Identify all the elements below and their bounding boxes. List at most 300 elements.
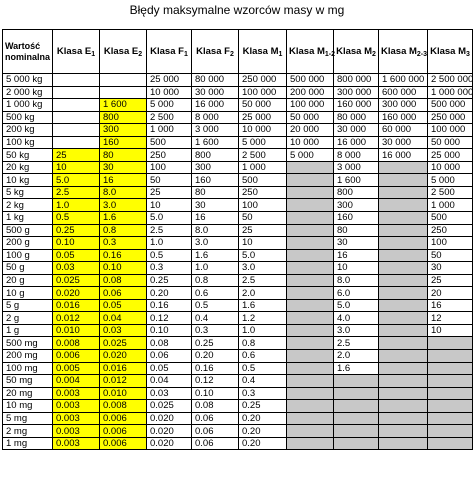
table-row xyxy=(3,111,473,124)
cell-class-f2: 8 000 xyxy=(192,111,239,124)
cell-class-f2: 16 xyxy=(192,212,239,225)
cell-class-m3: 25 000 xyxy=(428,149,473,162)
cell-class-e2: 3.0 xyxy=(100,199,147,212)
table-row xyxy=(3,400,473,413)
cell-class-e1: 0.003 xyxy=(53,400,100,413)
table-row xyxy=(3,249,473,262)
cell-class-m1: 100 000 xyxy=(239,86,287,99)
cell-class-m1: 5 000 xyxy=(239,136,287,149)
cell-nominal: 500 g xyxy=(3,224,53,237)
cell-class-m2-3: 160 000 xyxy=(379,111,428,124)
cell-class-e2: 300 xyxy=(100,124,147,137)
table-row xyxy=(3,186,473,199)
cell-class-m2: 300 000 xyxy=(334,86,379,99)
cell-class-m1: 1.0 xyxy=(239,324,287,337)
cell-nominal: 50 g xyxy=(3,262,53,275)
cell-class-e1: 0.10 xyxy=(53,237,100,250)
cell-class-m1-2 xyxy=(287,350,334,363)
cell-class-e1: 0.010 xyxy=(53,324,100,337)
cell-nominal: 500 kg xyxy=(3,111,53,124)
cell-class-m2-3 xyxy=(379,387,428,400)
cell-class-e2: 0.06 xyxy=(100,287,147,300)
cell-class-m2: 300 xyxy=(334,199,379,212)
cell-class-m1-2 xyxy=(287,387,334,400)
cell-class-f2: 0.12 xyxy=(192,375,239,388)
cell-class-m2: 80 000 xyxy=(334,111,379,124)
cell-class-m3 xyxy=(428,425,473,438)
cell-class-m1: 50 xyxy=(239,212,287,225)
cell-class-m3: 30 xyxy=(428,262,473,275)
cell-class-f1: 0.06 xyxy=(147,350,192,363)
cell-class-f2: 1.0 xyxy=(192,262,239,275)
cell-class-m2-3 xyxy=(379,375,428,388)
cell-class-m2-3 xyxy=(379,362,428,375)
cell-class-e1: 0.006 xyxy=(53,350,100,363)
cell-class-e2: 160 xyxy=(100,136,147,149)
cell-class-m3: 100 xyxy=(428,237,473,250)
cell-nominal: 2 mg xyxy=(3,425,53,438)
header-class-e2: Klasa $E_2$ xyxy=(100,30,147,74)
cell-class-m1-2 xyxy=(287,375,334,388)
cell-class-m1-2 xyxy=(287,324,334,337)
table-row xyxy=(3,337,473,350)
cell-class-e1: 0.03 xyxy=(53,262,100,275)
cell-class-m2-3 xyxy=(379,224,428,237)
cell-class-m3: 2 500 000 xyxy=(428,74,473,87)
cell-class-e2: 0.04 xyxy=(100,312,147,325)
cell-class-f2: 0.20 xyxy=(192,350,239,363)
cell-class-f1: 0.08 xyxy=(147,337,192,350)
table-row xyxy=(3,136,473,149)
cell-nominal: 5 g xyxy=(3,299,53,312)
cell-class-m1: 2.0 xyxy=(239,287,287,300)
cell-class-m2-3: 30 000 xyxy=(379,136,428,149)
cell-class-m1: 0.20 xyxy=(239,425,287,438)
cell-class-m1: 2 500 xyxy=(239,149,287,162)
cell-class-m1-2 xyxy=(287,262,334,275)
header-nominal xyxy=(3,30,53,74)
cell-class-m2-3 xyxy=(379,249,428,262)
cell-class-e1: 10 xyxy=(53,161,100,174)
cell-class-m1-2: 20 000 xyxy=(287,124,334,137)
cell-class-m2: 10 xyxy=(334,262,379,275)
cell-class-m2-3 xyxy=(379,287,428,300)
cell-class-f1: 100 xyxy=(147,161,192,174)
cell-class-m2: 160 000 xyxy=(334,99,379,112)
cell-class-m1-2 xyxy=(287,161,334,174)
cell-class-m1-2: 5 000 xyxy=(287,149,334,162)
cell-class-e2: 0.008 xyxy=(100,400,147,413)
cell-nominal: 2 g xyxy=(3,312,53,325)
cell-class-e2: 0.010 xyxy=(100,387,147,400)
cell-class-f1: 0.020 xyxy=(147,425,192,438)
cell-class-e1: 0.012 xyxy=(53,312,100,325)
cell-nominal: 5 000 kg xyxy=(3,74,53,87)
cell-class-f1: 5.0 xyxy=(147,212,192,225)
cell-class-m1: 50 000 xyxy=(239,99,287,112)
cell-class-f1: 0.025 xyxy=(147,400,192,413)
cell-class-f1: 10 xyxy=(147,199,192,212)
cell-class-m3: 250 xyxy=(428,224,473,237)
cell-class-f2: 0.6 xyxy=(192,287,239,300)
cell-class-e2: 0.012 xyxy=(100,375,147,388)
cell-class-e2 xyxy=(100,86,147,99)
cell-class-m3: 500 xyxy=(428,212,473,225)
cell-class-m1: 5.0 xyxy=(239,249,287,262)
cell-class-m1-2 xyxy=(287,212,334,225)
cell-class-f1: 1.0 xyxy=(147,237,192,250)
cell-nominal: 50 mg xyxy=(3,375,53,388)
cell-class-m1: 10 000 xyxy=(239,124,287,137)
cell-class-e1: 5.0 xyxy=(53,174,100,187)
cell-class-f2: 30 000 xyxy=(192,86,239,99)
cell-class-f2: 1.6 xyxy=(192,249,239,262)
cell-class-f2: 3.0 xyxy=(192,237,239,250)
cell-class-m3: 2 500 xyxy=(428,186,473,199)
cell-class-m1: 2.5 xyxy=(239,274,287,287)
cell-class-m1-2: 50 000 xyxy=(287,111,334,124)
cell-nominal: 10 kg xyxy=(3,174,53,187)
cell-nominal: 20 kg xyxy=(3,161,53,174)
cell-nominal: 1 000 kg xyxy=(3,99,53,112)
cell-class-m1: 1 000 xyxy=(239,161,287,174)
cell-class-e2 xyxy=(100,74,147,87)
cell-class-m3 xyxy=(428,387,473,400)
cell-class-e2: 0.025 xyxy=(100,337,147,350)
cell-class-m1: 500 xyxy=(239,174,287,187)
table-row xyxy=(3,387,473,400)
table-row xyxy=(3,324,473,337)
cell-class-m2: 5.0 xyxy=(334,299,379,312)
cell-class-e1 xyxy=(53,74,100,87)
cell-class-e2: 0.08 xyxy=(100,274,147,287)
cell-class-e1: 0.25 xyxy=(53,224,100,237)
cell-class-f1: 2 500 xyxy=(147,111,192,124)
cell-class-f2: 0.06 xyxy=(192,425,239,438)
table-row xyxy=(3,274,473,287)
cell-class-f2: 300 xyxy=(192,161,239,174)
cell-class-f1: 0.10 xyxy=(147,324,192,337)
cell-nominal: 20 g xyxy=(3,274,53,287)
cell-class-m2: 8.0 xyxy=(334,274,379,287)
cell-nominal: 100 kg xyxy=(3,136,53,149)
cell-class-e1: 0.025 xyxy=(53,274,100,287)
table-row xyxy=(3,174,473,187)
cell-class-m3: 10 000 xyxy=(428,161,473,174)
cell-class-f1: 2.5 xyxy=(147,224,192,237)
cell-class-m1: 0.8 xyxy=(239,337,287,350)
cell-class-e1 xyxy=(53,86,100,99)
cell-class-e1: 0.020 xyxy=(53,287,100,300)
cell-nominal: 5 kg xyxy=(3,186,53,199)
cell-class-e1: 1.0 xyxy=(53,199,100,212)
cell-class-m3: 50 000 xyxy=(428,136,473,149)
header-class-f2: Klasa $F_2$ xyxy=(192,30,239,74)
cell-class-m1-2 xyxy=(287,312,334,325)
cell-class-m1-2: 200 000 xyxy=(287,86,334,99)
table-row xyxy=(3,299,473,312)
cell-class-f1: 10 000 xyxy=(147,86,192,99)
cell-class-e1: 0.003 xyxy=(53,387,100,400)
cell-class-f1: 0.05 xyxy=(147,362,192,375)
cell-class-f2: 0.25 xyxy=(192,337,239,350)
cell-class-m2-3 xyxy=(379,262,428,275)
table-row xyxy=(3,99,473,112)
cell-class-m2: 160 xyxy=(334,212,379,225)
cell-class-f2: 0.10 xyxy=(192,387,239,400)
cell-class-e2: 8.0 xyxy=(100,186,147,199)
cell-class-m1: 25 000 xyxy=(239,111,287,124)
cell-nominal: 50 kg xyxy=(3,149,53,162)
cell-class-m2: 6.0 xyxy=(334,287,379,300)
cell-class-m3: 10 xyxy=(428,324,473,337)
header-class-m1-2: Klasa $M_{1-2}$ xyxy=(287,30,334,74)
cell-class-m2-3 xyxy=(379,299,428,312)
cell-class-m1-2 xyxy=(287,412,334,425)
mpe-table xyxy=(2,29,473,450)
table-row xyxy=(3,224,473,237)
cell-class-e2: 0.10 xyxy=(100,262,147,275)
table-row xyxy=(3,375,473,388)
cell-class-m1-2 xyxy=(287,237,334,250)
cell-class-e1: 2.5 xyxy=(53,186,100,199)
cell-class-m1: 0.6 xyxy=(239,350,287,363)
cell-class-e1: 0.003 xyxy=(53,412,100,425)
cell-class-m1: 250 000 xyxy=(239,74,287,87)
table-body xyxy=(3,74,473,450)
cell-class-m2-3 xyxy=(379,350,428,363)
cell-class-m3 xyxy=(428,412,473,425)
cell-class-m2-3: 300 000 xyxy=(379,99,428,112)
table-row xyxy=(3,362,473,375)
cell-class-f1: 0.3 xyxy=(147,262,192,275)
cell-class-e1: 0.5 xyxy=(53,212,100,225)
header-nominal-line1: Wartość xyxy=(5,40,41,51)
cell-class-m2-3 xyxy=(379,199,428,212)
cell-class-m2-3: 60 000 xyxy=(379,124,428,137)
cell-class-m3: 100 000 xyxy=(428,124,473,137)
table-row xyxy=(3,287,473,300)
cell-class-m2-3 xyxy=(379,274,428,287)
cell-class-e2: 1 600 xyxy=(100,99,147,112)
cell-class-f1: 0.020 xyxy=(147,437,192,450)
cell-class-m2 xyxy=(334,375,379,388)
cell-class-m3: 12 xyxy=(428,312,473,325)
cell-nominal: 1 g xyxy=(3,324,53,337)
cell-class-m1-2: 10 000 xyxy=(287,136,334,149)
cell-nominal: 200 kg xyxy=(3,124,53,137)
cell-class-f2: 16 000 xyxy=(192,99,239,112)
cell-class-m1-2 xyxy=(287,186,334,199)
cell-nominal: 500 mg xyxy=(3,337,53,350)
cell-class-f2: 160 xyxy=(192,174,239,187)
cell-class-m3 xyxy=(428,400,473,413)
cell-nominal: 10 mg xyxy=(3,400,53,413)
cell-class-f1: 500 xyxy=(147,136,192,149)
cell-class-m3: 500 000 xyxy=(428,99,473,112)
cell-class-m2: 8 000 xyxy=(334,149,379,162)
cell-class-f2: 0.8 xyxy=(192,274,239,287)
table-row xyxy=(3,437,473,450)
cell-class-m2-3 xyxy=(379,324,428,337)
cell-class-f1: 25 000 xyxy=(147,74,192,87)
cell-class-m3: 1 000 xyxy=(428,199,473,212)
cell-nominal: 2 000 kg xyxy=(3,86,53,99)
cell-class-m2-3 xyxy=(379,212,428,225)
header-nominal-line2: nominalna xyxy=(5,51,51,62)
cell-class-m3 xyxy=(428,437,473,450)
cell-class-m2: 1.6 xyxy=(334,362,379,375)
cell-nominal: 100 g xyxy=(3,249,53,262)
cell-class-m2-3 xyxy=(379,400,428,413)
cell-class-f2: 30 xyxy=(192,199,239,212)
cell-class-m1: 0.20 xyxy=(239,412,287,425)
cell-class-m1: 250 xyxy=(239,186,287,199)
cell-class-m2: 16 xyxy=(334,249,379,262)
cell-class-e2: 0.006 xyxy=(100,412,147,425)
cell-class-f1: 5 000 xyxy=(147,99,192,112)
cell-class-e2: 0.3 xyxy=(100,237,147,250)
header-class-e1: Klasa $E_1$ xyxy=(53,30,100,74)
cell-class-m2: 30 xyxy=(334,237,379,250)
cell-class-m2-3 xyxy=(379,337,428,350)
cell-class-e2: 800 xyxy=(100,111,147,124)
cell-class-m3: 250 000 xyxy=(428,111,473,124)
cell-class-e2: 0.03 xyxy=(100,324,147,337)
cell-class-f1: 0.5 xyxy=(147,249,192,262)
cell-class-e1 xyxy=(53,111,100,124)
cell-nominal: 5 mg xyxy=(3,412,53,425)
cell-nominal: 1 mg xyxy=(3,437,53,450)
table-row xyxy=(3,212,473,225)
cell-class-m2-3 xyxy=(379,425,428,438)
header-class-m3: Klasa $M_3$ xyxy=(428,30,473,74)
cell-class-e2: 30 xyxy=(100,161,147,174)
cell-class-m2: 2.0 xyxy=(334,350,379,363)
cell-class-m3: 25 xyxy=(428,274,473,287)
cell-class-m2 xyxy=(334,387,379,400)
cell-class-m1: 0.25 xyxy=(239,400,287,413)
table-row xyxy=(3,425,473,438)
cell-class-f2: 8.0 xyxy=(192,224,239,237)
cell-class-m1-2 xyxy=(287,299,334,312)
cell-class-m1-2 xyxy=(287,337,334,350)
cell-class-f2: 0.06 xyxy=(192,412,239,425)
cell-nominal: 2 kg xyxy=(3,199,53,212)
cell-class-f1: 0.25 xyxy=(147,274,192,287)
cell-class-m2: 80 xyxy=(334,224,379,237)
cell-class-f2: 0.06 xyxy=(192,437,239,450)
cell-class-e1: 0.016 xyxy=(53,299,100,312)
cell-class-m2-3: 600 000 xyxy=(379,86,428,99)
cell-class-f2: 0.5 xyxy=(192,299,239,312)
cell-class-m1: 0.5 xyxy=(239,362,287,375)
cell-class-e1: 0.005 xyxy=(53,362,100,375)
cell-class-m2 xyxy=(334,412,379,425)
cell-class-m2: 1 600 xyxy=(334,174,379,187)
cell-nominal: 200 g xyxy=(3,237,53,250)
page-title: Błędy maksymalne wzorców masy w mg xyxy=(129,3,345,17)
table-row xyxy=(3,199,473,212)
cell-class-f2: 800 xyxy=(192,149,239,162)
cell-class-e2: 1.6 xyxy=(100,212,147,225)
cell-class-e2: 0.016 xyxy=(100,362,147,375)
cell-class-e1: 0.004 xyxy=(53,375,100,388)
cell-class-m1: 3.0 xyxy=(239,262,287,275)
cell-class-m2-3 xyxy=(379,174,428,187)
cell-class-f1: 25 xyxy=(147,186,192,199)
cell-class-m2-3 xyxy=(379,161,428,174)
cell-class-f1: 0.03 xyxy=(147,387,192,400)
cell-class-m3 xyxy=(428,337,473,350)
cell-class-e2: 0.05 xyxy=(100,299,147,312)
cell-class-f1: 0.20 xyxy=(147,287,192,300)
cell-class-m3 xyxy=(428,362,473,375)
cell-nominal: 100 mg xyxy=(3,362,53,375)
cell-class-m1: 1.6 xyxy=(239,299,287,312)
cell-class-m2: 3.0 xyxy=(334,324,379,337)
cell-class-m3: 50 xyxy=(428,249,473,262)
cell-class-m2-3: 1 600 000 xyxy=(379,74,428,87)
table-row xyxy=(3,86,473,99)
cell-class-m2: 800 xyxy=(334,186,379,199)
cell-class-m3: 5 000 xyxy=(428,174,473,187)
table-row xyxy=(3,412,473,425)
cell-class-e2: 0.16 xyxy=(100,249,147,262)
cell-class-m2: 30 000 xyxy=(334,124,379,137)
cell-class-m1-2 xyxy=(287,400,334,413)
cell-class-f1: 50 xyxy=(147,174,192,187)
cell-class-m1: 1.2 xyxy=(239,312,287,325)
cell-class-e2: 0.006 xyxy=(100,425,147,438)
table-row xyxy=(3,161,473,174)
cell-class-f2: 80 000 xyxy=(192,74,239,87)
cell-class-f1: 0.04 xyxy=(147,375,192,388)
cell-class-m1-2: 100 000 xyxy=(287,99,334,112)
cell-class-e1 xyxy=(53,124,100,137)
cell-class-m2 xyxy=(334,425,379,438)
header-class-m2: Klasa $M_2$ xyxy=(334,30,379,74)
cell-class-m2-3 xyxy=(379,412,428,425)
cell-class-m1: 0.3 xyxy=(239,387,287,400)
cell-class-f2: 1 600 xyxy=(192,136,239,149)
cell-nominal: 1 kg xyxy=(3,212,53,225)
cell-class-m1-2 xyxy=(287,199,334,212)
cell-class-m3: 16 xyxy=(428,299,473,312)
header-class-m2-3: Klasa $M_{2-3}$ xyxy=(379,30,428,74)
cell-class-f1: 0.16 xyxy=(147,299,192,312)
cell-class-m2-3 xyxy=(379,237,428,250)
cell-class-m1-2 xyxy=(287,425,334,438)
cell-class-e1: 0.008 xyxy=(53,337,100,350)
header-row xyxy=(3,30,473,74)
cell-class-m1: 10 xyxy=(239,237,287,250)
cell-class-f2: 80 xyxy=(192,186,239,199)
table-row xyxy=(3,74,473,87)
cell-class-e2: 16 xyxy=(100,174,147,187)
cell-class-m1-2 xyxy=(287,287,334,300)
cell-class-m1-2: 500 000 xyxy=(287,74,334,87)
cell-class-m3 xyxy=(428,375,473,388)
cell-class-e1 xyxy=(53,99,100,112)
table-row xyxy=(3,262,473,275)
table-row xyxy=(3,312,473,325)
cell-class-f2: 0.4 xyxy=(192,312,239,325)
cell-class-f1: 0.12 xyxy=(147,312,192,325)
table-row xyxy=(3,237,473,250)
cell-nominal: 200 mg xyxy=(3,350,53,363)
cell-nominal: 20 mg xyxy=(3,387,53,400)
